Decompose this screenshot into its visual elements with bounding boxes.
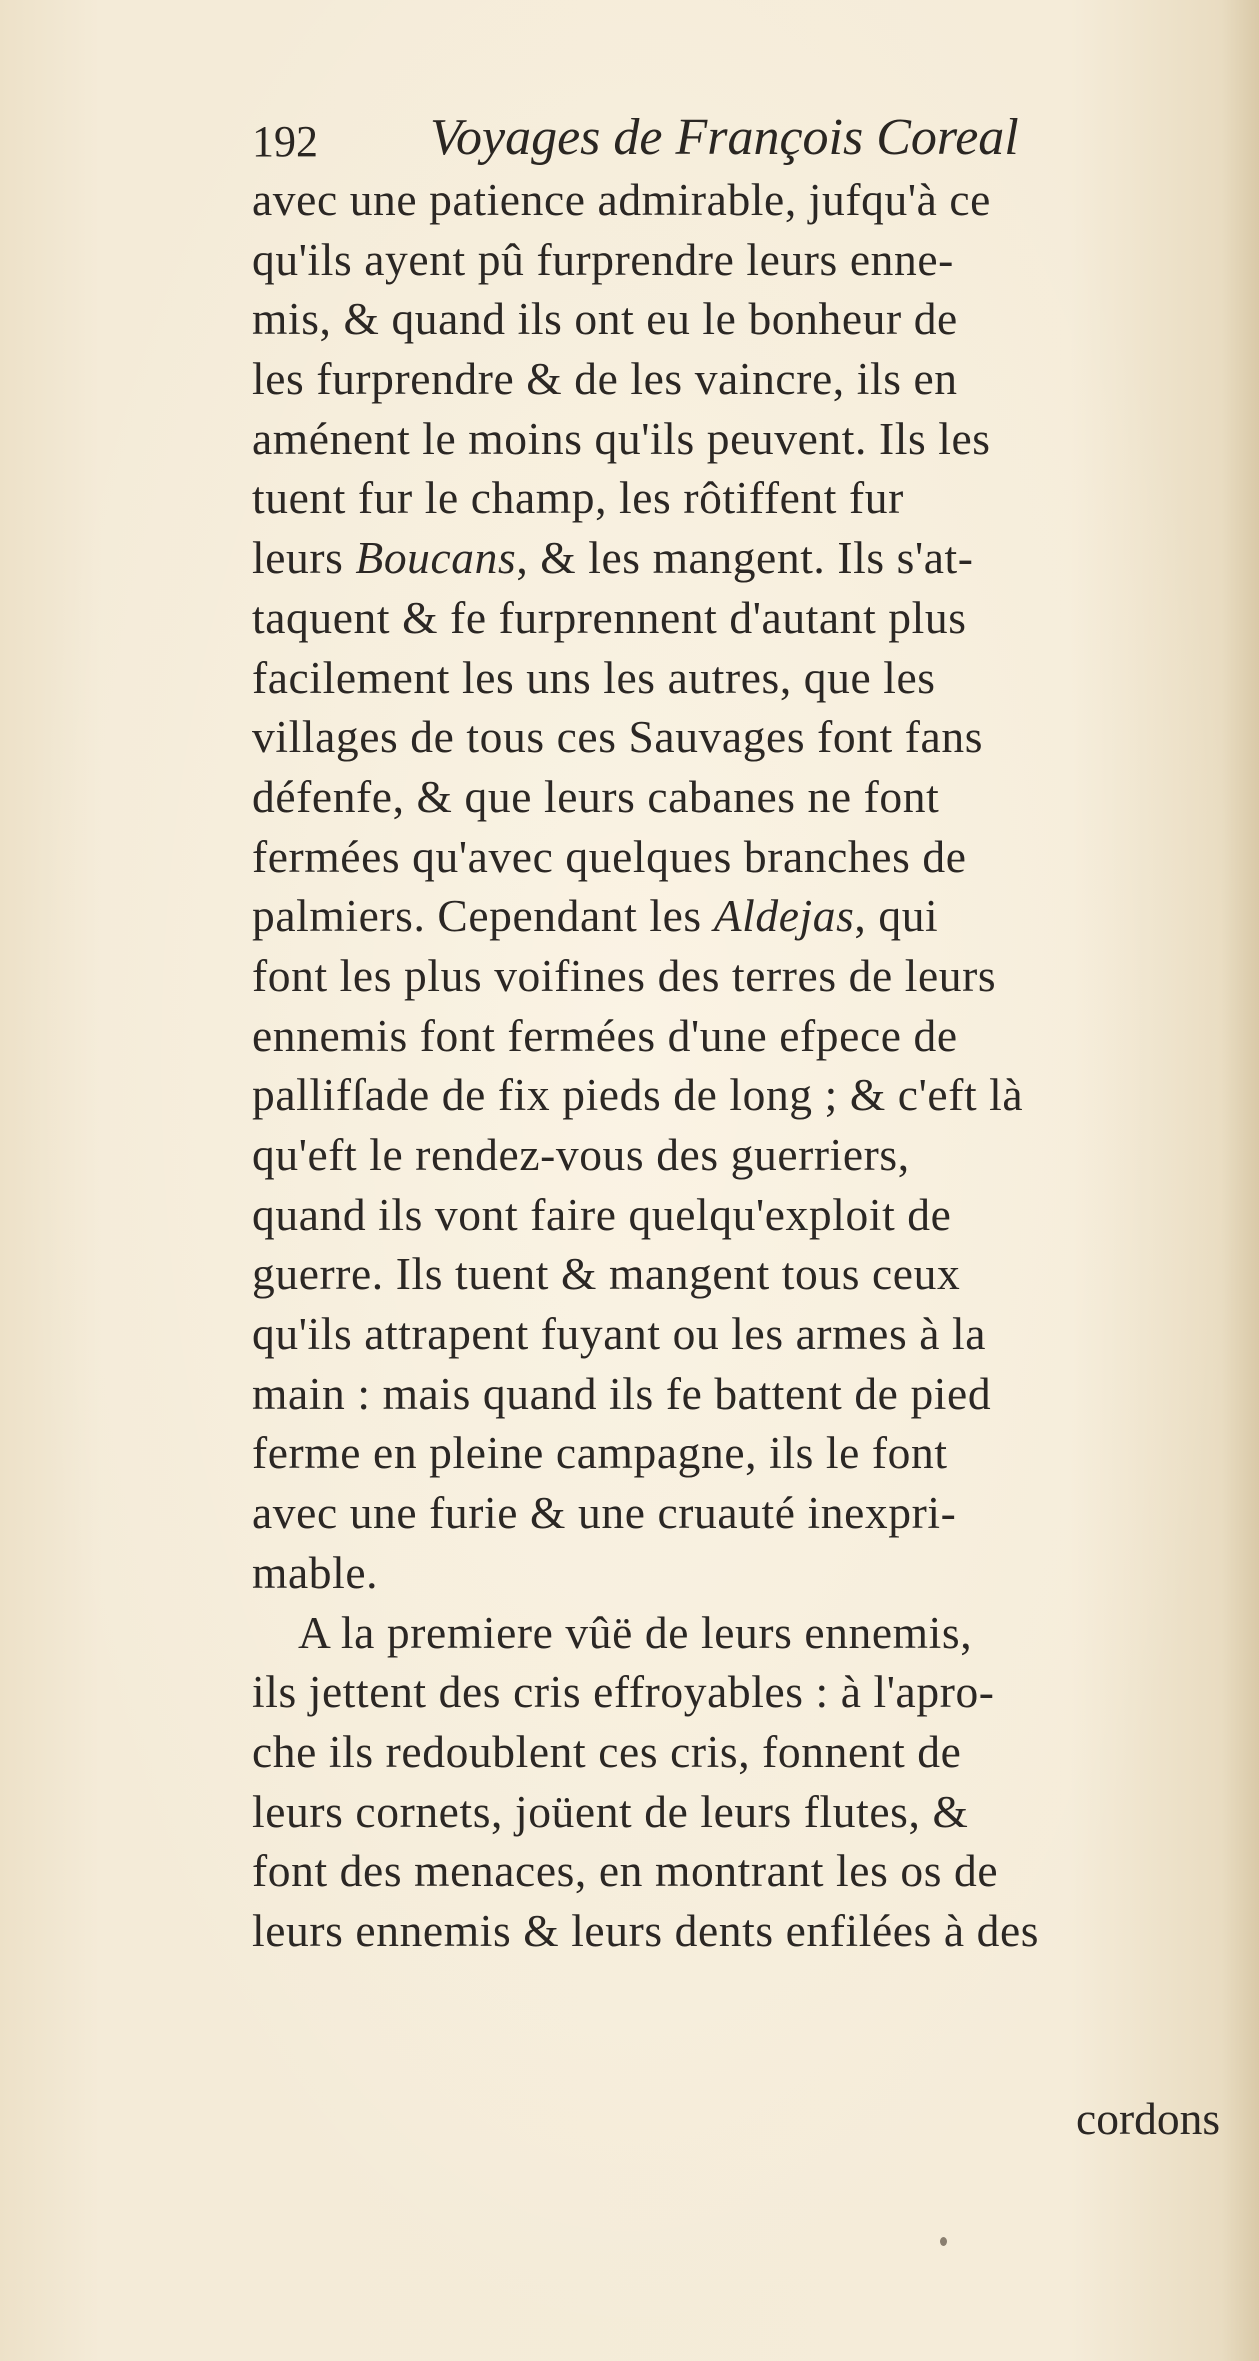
- text-segment: font des menaces, en montrant les os de: [252, 1845, 999, 1897]
- text-line: [252, 1185, 1227, 1245]
- text-line: [252, 588, 1227, 648]
- text-segment: pallifſade de fix pieds de long ; & c'eft là: [252, 1069, 1024, 1121]
- text-segment: main : mais quand ils fe battent de pied: [252, 1367, 992, 1419]
- text-segment: quand ils vont faire quelqu'exploit de: [252, 1188, 952, 1240]
- text-segment: facilement les uns les autres, que les: [252, 651, 936, 703]
- text-segment: ennemis font fermées d'une efpece de: [252, 1009, 958, 1061]
- text-segment: taquent & fe furprennent d'autant plus: [252, 591, 967, 643]
- text-line: [252, 707, 1227, 767]
- text-segment: villages de tous ces Sauvages font fans: [252, 711, 984, 763]
- text-segment: fermées qu'avec quelques branches de: [252, 830, 967, 882]
- text-line: [252, 349, 1227, 409]
- text-segment: avec une furie & une cruauté inexpri-: [252, 1487, 957, 1539]
- text-segment: leurs cornets, joüent de leurs flutes, &: [252, 1785, 969, 1837]
- text-segment: ferme en pleine campagne, ils le font: [252, 1427, 948, 1479]
- text-line: [252, 289, 1227, 349]
- text-segment: tuent fur le champ, les rôtiffent fur: [252, 472, 904, 524]
- text-segment: les furprendre & de les vaincre, ils en: [252, 353, 958, 405]
- text-line: [252, 409, 1227, 469]
- text-line: [252, 230, 1227, 290]
- text-line: [252, 528, 1227, 588]
- text-line: [252, 1125, 1227, 1185]
- text-line: [252, 1662, 1227, 1722]
- text-line: [252, 1304, 1227, 1364]
- text-line: [252, 1841, 1227, 1901]
- text-line: [252, 468, 1227, 528]
- text-line: [252, 827, 1227, 887]
- text-line: [252, 1483, 1227, 1543]
- text-line: [252, 1065, 1227, 1125]
- text-line: [252, 170, 1227, 230]
- text-segment: ils jettent des cris effroyables : à l'apro-: [252, 1666, 995, 1718]
- text-line: [252, 1722, 1227, 1782]
- text-segment: che ils redoublent ces cris, fonnent de: [252, 1725, 962, 1777]
- text-line: [252, 648, 1227, 708]
- text-segment: qu'ils ayent pû furprendre leurs enne-: [252, 233, 954, 285]
- text-line: [252, 1603, 1227, 1663]
- text-segment: font les plus voifines des terres de leurs: [252, 949, 997, 1001]
- text-line: [252, 1423, 1227, 1483]
- body-text: [252, 170, 1227, 1961]
- text-segment: leurs ennemis & leurs dents enfilées à des: [252, 1904, 1040, 1956]
- text-segment: , qui: [854, 890, 939, 942]
- text-line: [252, 946, 1227, 1006]
- text-line: [252, 1364, 1227, 1424]
- text-segment: mis, & quand ils ont eu le bonheur de: [252, 293, 958, 345]
- text-line: [252, 1543, 1227, 1603]
- text-segment: qu'eft le rendez-vous des guerriers,: [252, 1129, 910, 1180]
- catchword: cordons: [1076, 2093, 1221, 2144]
- text-segment: qu'ils attrapent fuyant ou les armes à la: [252, 1308, 987, 1360]
- text-segment: A la premiere vûë de leurs ennemis,: [298, 1606, 973, 1658]
- page-number: 192: [252, 117, 318, 166]
- text-segment: leurs: [252, 532, 356, 584]
- italic-term: Aldejas: [713, 890, 855, 942]
- ink-speck: [940, 2237, 947, 2246]
- text-segment: , & les mangent. Ils s'at-: [516, 532, 974, 584]
- text-line: [252, 886, 1227, 946]
- text-segment: aménent le moins qu'ils peuvent. Ils les: [252, 412, 991, 464]
- running-title: Voyages de François Coreal: [430, 109, 1019, 166]
- text-segment: avec une patience admirable, jufqu'à ce: [252, 174, 991, 225]
- italic-term: Boucans: [355, 532, 517, 584]
- text-segment: mable.: [252, 1546, 379, 1598]
- text-line: [252, 1006, 1227, 1066]
- text-segment: guerre. Ils tuent & mangent tous ceux: [252, 1248, 961, 1300]
- text-line: [252, 1901, 1227, 1961]
- text-line: [252, 1782, 1227, 1842]
- text-segment: défenfe, & que leurs cabanes ne font: [252, 770, 940, 822]
- text-line: [252, 1244, 1227, 1304]
- text-segment: palmiers. Cependant les: [252, 890, 714, 942]
- text-line: [252, 767, 1227, 827]
